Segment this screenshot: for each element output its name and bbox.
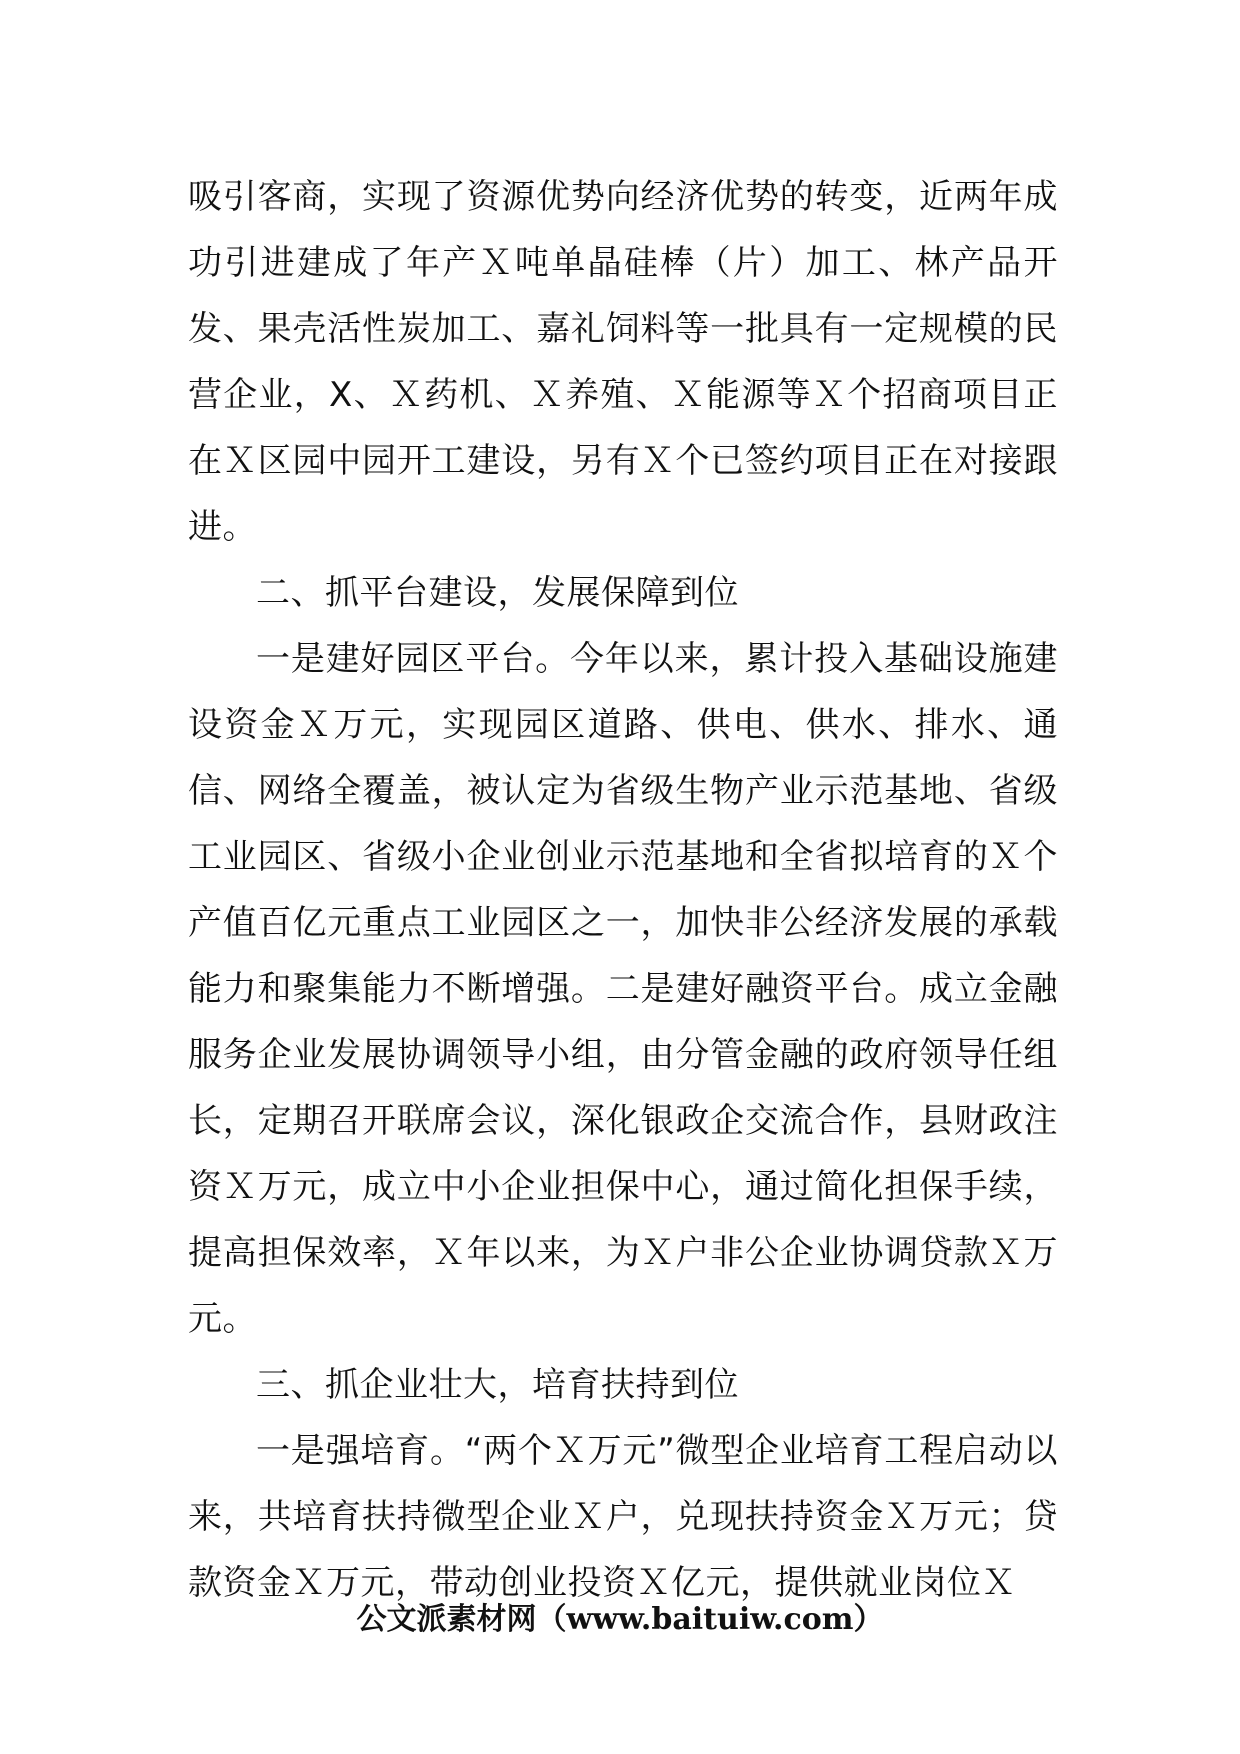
section-heading-platform: 二、抓平台建设，发展保障到位 [256,573,739,613]
section-heading-enterprise: 三、抓企业壮大，培育扶持到位 [256,1365,739,1405]
document-body [188,164,1058,1616]
footer-watermark-text: 公文派素材网（www.baituiw.com） [356,1602,884,1637]
paragraph-enterprise: 一是强培育。“两个Ｘ万元”微型企业培育工程启动以来，共培育扶持微型企业Ｘ户，兑现扶持资金Ｘ万元；贷款资金Ｘ万元，带动创业投资Ｘ亿元，提供就业岗位Ｘ [188,1431,1058,1603]
paragraph-platform: 一是建好园区平台。今年以来，累计投入基础设施建设资金Ｘ万元，实现园区道路、供电、供水、排水、通信、网络全覆盖，被认定为省级生物产业示范基地、省级工业园区、省级小企业创业示范基地和全省拟培育的Ｘ个产值百亿元重点工业园区之一，加快非公经济发展的承载能力和聚集能力不断增强。二是建好融资平台。成立金融服务企业发展协调领导小组，由分管金融的政府领导任组长，定期召开联席会议，深化银政企交流合作，县财政注资Ｘ万元，成立中小企业担保中心，通过简化担保手续，提高担保效率，Ｘ年以来，为Ｘ户非公企业协调贷款Ｘ万元。 [188,639,1058,1339]
paragraph-continuation: 吸引客商，实现了资源优势向经济优势的转变，近两年成功引进建成了年产Ｘ吨单晶硅棒（片）加工、林产品开发、果壳活性炭加工、嘉礼饲料等一批具有一定规模的民营企业，X、Ｘ药机、Ｘ养殖、Ｘ能源等Ｘ个招商项目正在Ｘ区园中园开工建设，另有Ｘ个已签约项目正在对接跟进。 [188,177,1058,547]
